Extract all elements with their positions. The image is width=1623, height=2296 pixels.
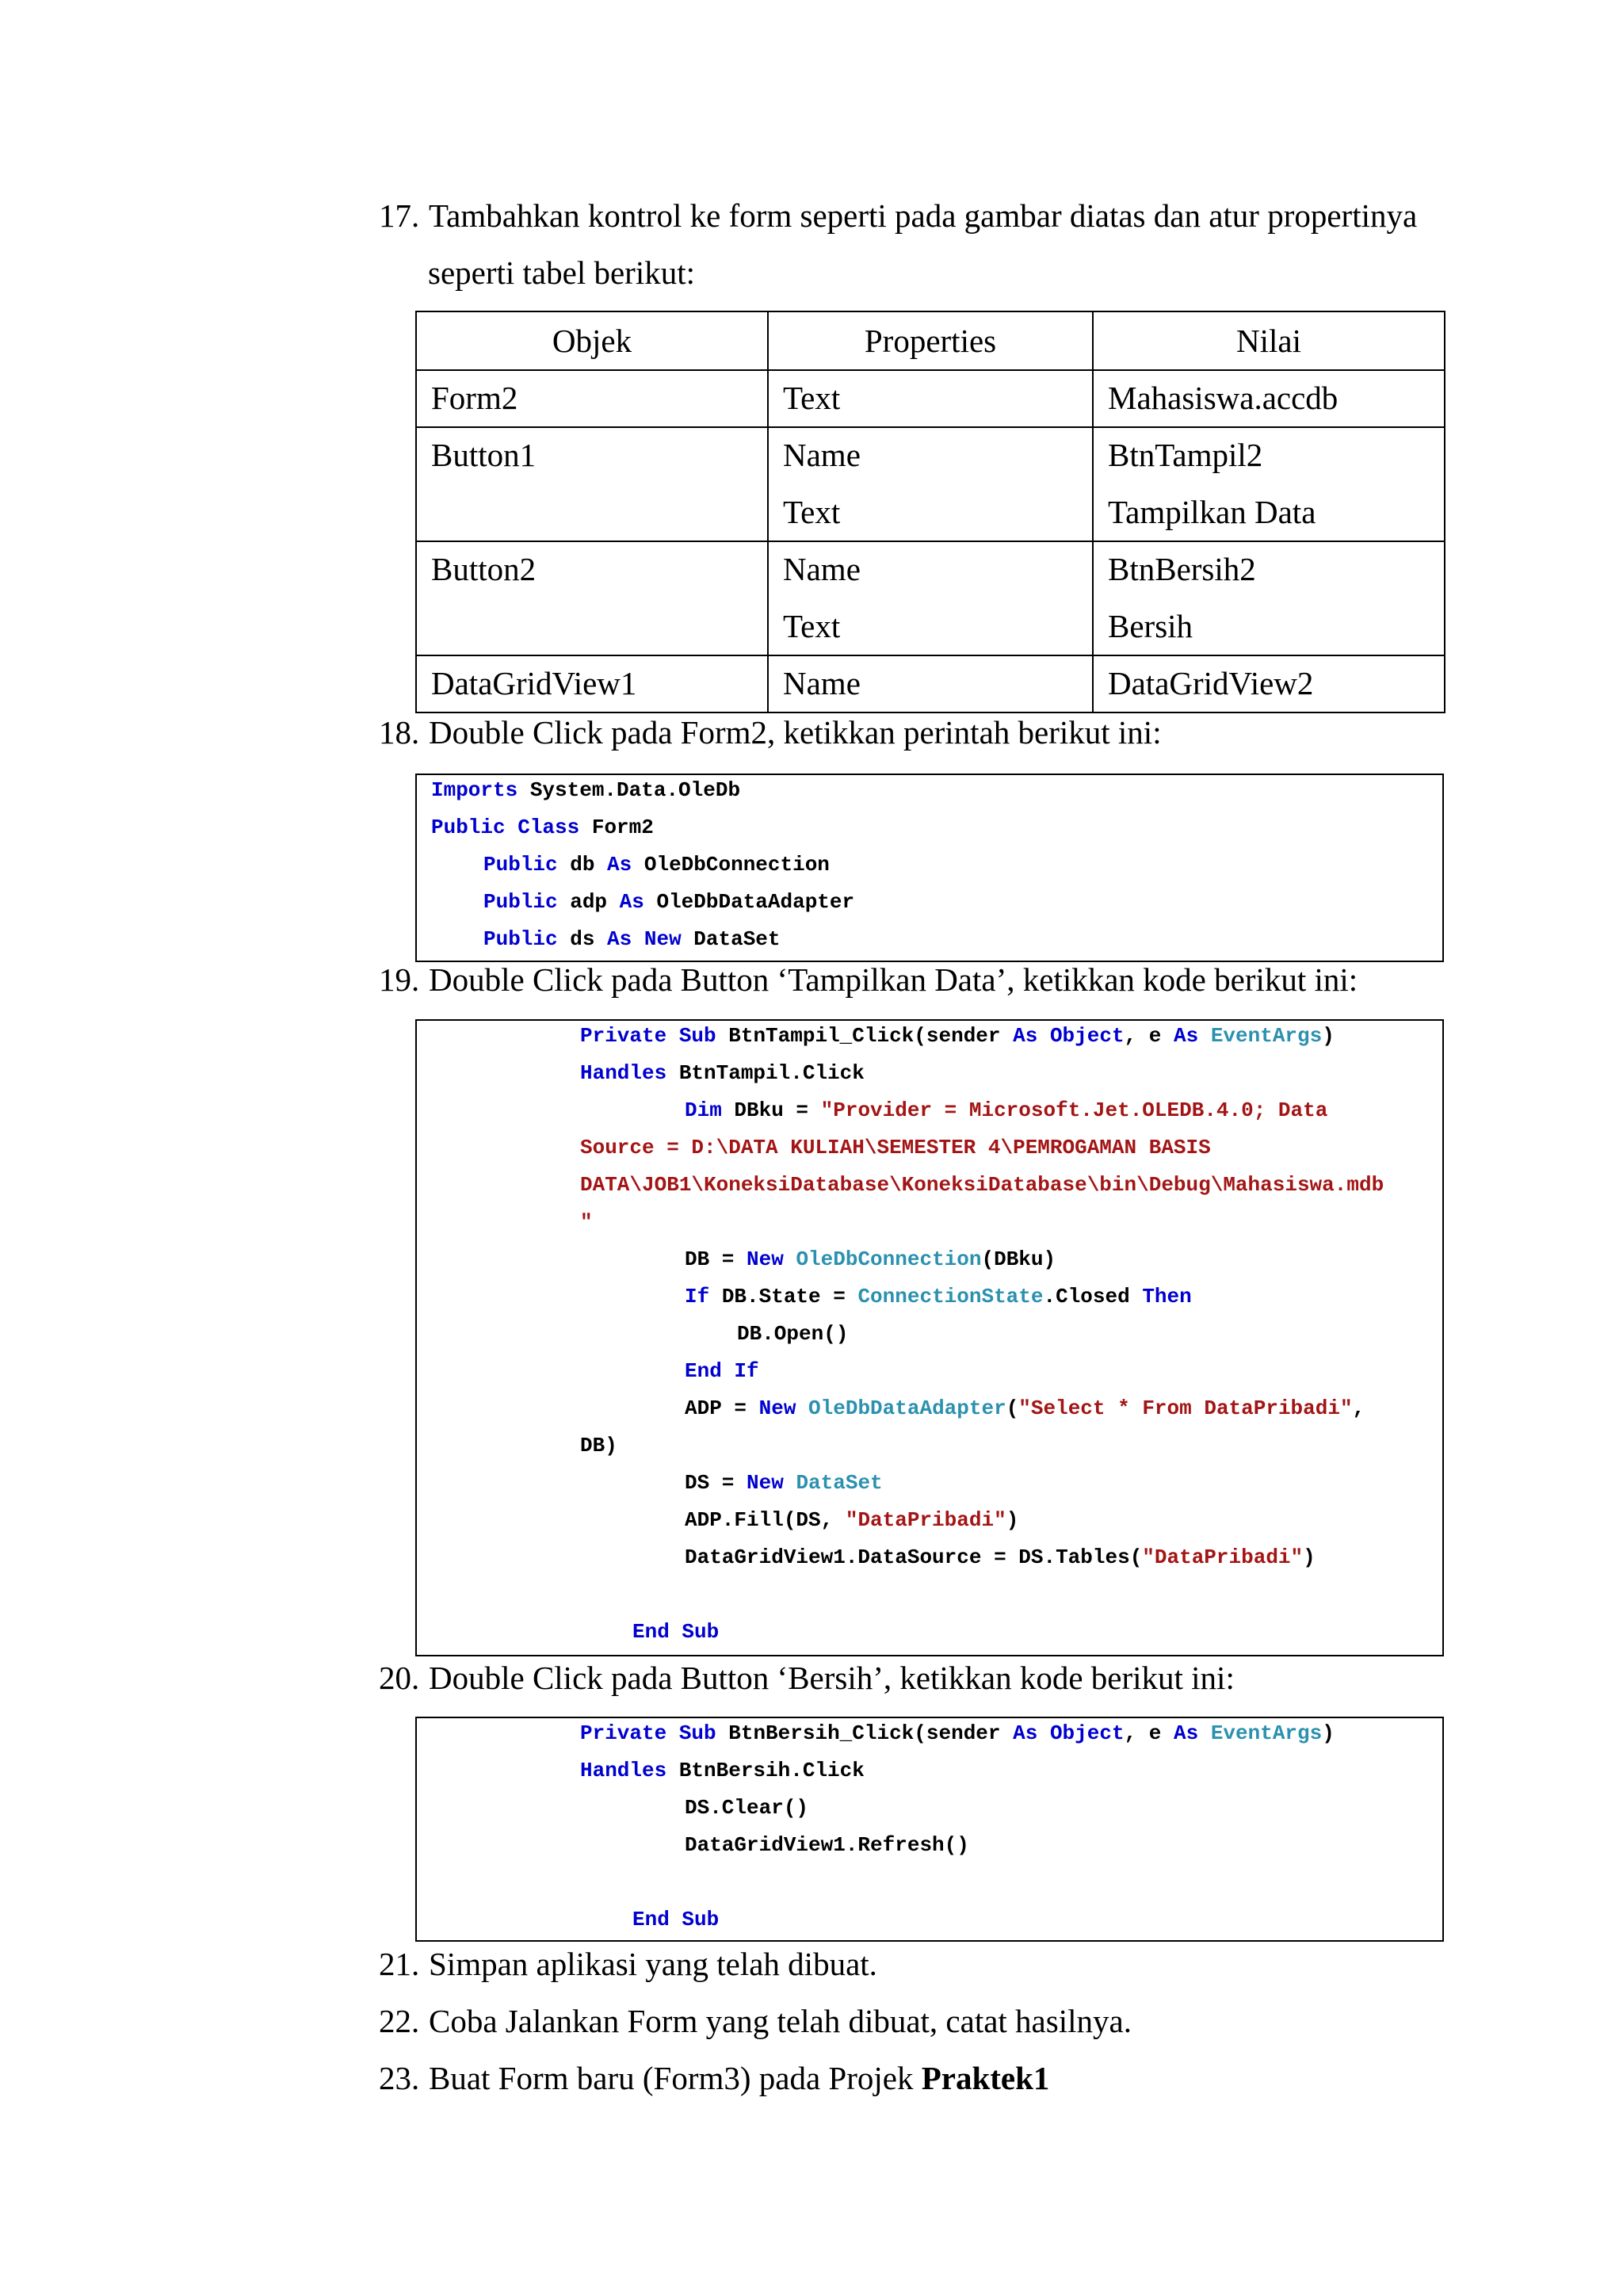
table-cell-properties: Name Text: [768, 427, 1093, 541]
step-text: Tambahkan kontrol ke form seperti pada gambar diatas dan atur propertinya: [429, 197, 1418, 234]
step-17: [379, 197, 1418, 291]
code-line: Handles BtnTampil.Click: [580, 1061, 865, 1085]
step-text: Coba Jalankan Form yang telah dibuat, catat hasilnya.: [429, 2003, 1132, 2039]
table-row: [416, 427, 1445, 541]
table-cell-objek: Button1: [416, 427, 768, 541]
code-line: Handles BtnBersih.Click: [580, 1759, 865, 1782]
code-block-form2: [415, 774, 1444, 962]
code-line: DB): [580, 1434, 617, 1457]
code-line: End Sub: [632, 1908, 720, 1931]
code-block-bersih: [415, 1717, 1444, 1942]
table-cell-properties: Name Text: [768, 541, 1093, 655]
table-cell-nilai: BtnBersih2 Bersih: [1093, 541, 1445, 655]
step-number: 19.: [379, 961, 420, 998]
table-cell-objek: Form2: [416, 370, 768, 427]
code-line: ADP.Fill(DS, "DataPribadi"): [685, 1508, 1019, 1532]
code-line: Imports System.Data.OleDb: [431, 778, 741, 802]
code-block-tampil: [415, 1019, 1444, 1656]
step-23: [379, 2059, 1049, 2097]
code-line: Public ds As New DataSet: [483, 927, 781, 951]
step-text: Double Click pada Button ‘Tampilkan Data’, ketikkan kode berikut ini:: [429, 961, 1358, 998]
step-20: [379, 1659, 1235, 1697]
code-line: DataGridView1.Refresh(): [685, 1833, 969, 1857]
table-header-properties: Properties: [768, 311, 1093, 370]
table-cell-objek: Button2: [416, 541, 768, 655]
code-line: DATA\JOB1\KoneksiDatabase\KoneksiDatabase\bin\Debug\Mahasiswa.mdb: [580, 1173, 1384, 1197]
step-number: 22.: [379, 2003, 420, 2039]
table-header-row: [416, 311, 1445, 370]
table-row: [416, 541, 1445, 655]
table-header-objek: Objek: [416, 311, 768, 370]
code-line: DB.Open(): [737, 1322, 849, 1346]
step-number: 21.: [379, 1946, 420, 1982]
code-line: Public db As OleDbConnection: [483, 853, 830, 877]
step-21: [379, 1945, 877, 1983]
step-number: 17.: [379, 197, 420, 234]
step-number: 20.: [379, 1660, 420, 1696]
step-number: 18.: [379, 714, 420, 751]
step-text: Simpan aplikasi yang telah dibuat.: [429, 1946, 877, 1982]
code-line: Public adp As OleDbDataAdapter: [483, 890, 855, 914]
code-line: Private Sub BtnTampil_Click(sender As Object, e As EventArgs): [580, 1024, 1335, 1048]
code-line: DataGridView1.DataSource = DS.Tables("DataPribadi"): [685, 1545, 1316, 1569]
table-row: [416, 370, 1445, 427]
code-line: If DB.State = ConnectionState.Closed Then: [685, 1285, 1192, 1308]
step-19: [379, 961, 1358, 999]
code-line: End Sub: [632, 1620, 720, 1644]
step-text: Buat Form baru (Form3) pada Projek: [429, 2060, 922, 2096]
code-line: Dim DBku = "Provider = Microsoft.Jet.OLEDB.4.0; Data: [685, 1098, 1328, 1122]
step-18: [379, 713, 1162, 751]
table-cell-objek: DataGridView1: [416, 655, 768, 712]
step-text: Double Click pada Button ‘Bersih’, ketikkan kode berikut ini:: [429, 1660, 1235, 1696]
code-line: Private Sub BtnBersih_Click(sender As Object, e As EventArgs): [580, 1721, 1335, 1745]
step-number: 23.: [379, 2060, 420, 2096]
table-cell-nilai: DataGridView2: [1093, 655, 1445, 712]
code-line: ": [580, 1210, 593, 1234]
code-line: Source = D:\DATA KULIAH\SEMESTER 4\PEMROGAMAN BASIS: [580, 1136, 1211, 1159]
code-line: End If: [685, 1359, 759, 1383]
code-line: DS.Clear(): [685, 1796, 809, 1820]
code-line: ADP = New OleDbDataAdapter("Select * From DataPribadi",: [685, 1396, 1365, 1420]
table-cell-properties: Name: [768, 655, 1093, 712]
table-cell-nilai: BtnTampil2 Tampilkan Data: [1093, 427, 1445, 541]
table-cell-properties: Text: [768, 370, 1093, 427]
step-text: Double Click pada Form2, ketikkan perintah berikut ini:: [429, 714, 1162, 751]
table-row: [416, 655, 1445, 712]
project-name: Praktek1: [921, 2060, 1050, 2096]
step-text-continued: seperti tabel berikut:: [428, 254, 695, 291]
properties-table: [415, 311, 1445, 713]
code-line: DB = New OleDbConnection(DBku): [685, 1247, 1056, 1271]
code-line: Public Class Form2: [431, 816, 654, 839]
code-line: DS = New DataSet: [685, 1471, 883, 1495]
table-header-nilai: Nilai: [1093, 311, 1445, 370]
table-cell-nilai: Mahasiswa.accdb: [1093, 370, 1445, 427]
step-22: [379, 2002, 1132, 2040]
